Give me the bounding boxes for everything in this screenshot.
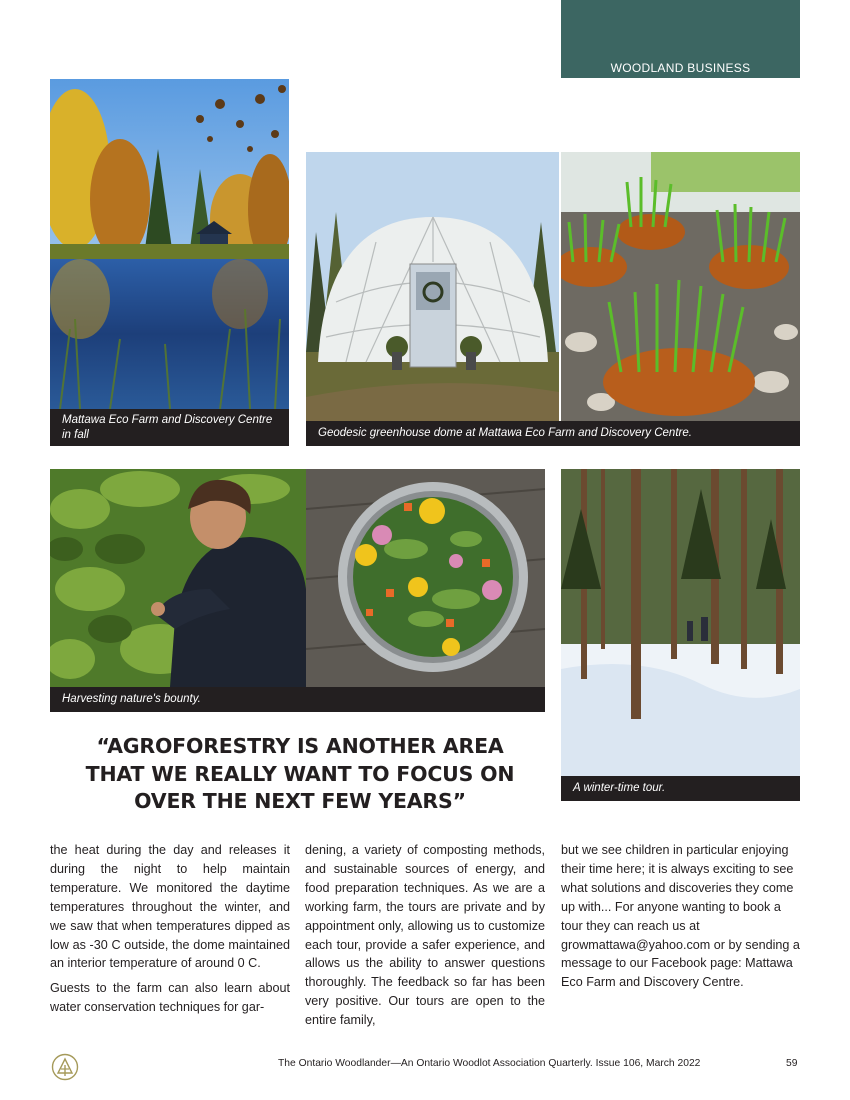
photo-geodesic-dome: [306, 152, 559, 421]
caption-dome: [306, 421, 800, 446]
section-label: WOODLAND BUSINESS: [610, 61, 751, 75]
body-column-1: [50, 841, 290, 1023]
body-column-3: [561, 841, 801, 998]
photo-salad-bowl: [306, 469, 545, 687]
body-paragraph: dening, a variety of composting methods, and sustainable sources of energy, and food preparation techniques. As we are a working farm, the tours are private and by appointment only, allowing us to customize each tour, provide a safer experience, and allows us the ability to answer questions thoroughly. The feedback so far has been very positive. Our tours are open to the entire family,: [305, 843, 545, 1028]
pull-quote-line-3: OVER THE NEXT FEW YEARS”: [134, 789, 466, 813]
photo-harvesting-boy: [50, 469, 306, 687]
section-tab: [561, 0, 800, 78]
caption-harvest-text: Harvesting nature's bounty.: [62, 693, 201, 705]
salad-bowl-image: [306, 469, 545, 687]
owa-tree-logo-icon: [51, 1053, 79, 1081]
winter-tour-image: [561, 469, 800, 776]
harvesting-boy-image: [50, 469, 306, 687]
body-paragraph: but we see children in particular enjoying their time here; it is always exciting to see what solutions and discoveries they come up with... For anyone wanting to book a tour they can reach us at growmattawa@yahoo.com or by sending a message to our Facebook page: Mattawa Eco Farm and Discovery Centre.: [561, 843, 800, 990]
photo-fall-pond: [50, 79, 289, 409]
page-number: 59: [786, 1058, 798, 1069]
caption-fall-pond: [50, 409, 289, 446]
photo-winter-tour: [561, 469, 800, 776]
wheatgrass-image: [561, 152, 800, 421]
body-column-2: [305, 841, 545, 1036]
photo-wheatgrass: [561, 152, 800, 421]
pull-quote-line-2: THAT WE REALLY WANT TO FOCUS ON: [85, 761, 515, 786]
caption-fall-pond-text: Mattawa Eco Farm and Discovery Centre in fall: [62, 413, 273, 441]
caption-winter: [561, 776, 800, 801]
body-paragraph: the heat during the day and releases it during the night to help maintain temperature. We monitored the daytime temperatures throughout the winter, and we saw that when temperatures dipped as low as -30 C outside, the dome maintained an interior temperature of around 0 C.: [50, 843, 290, 971]
pull-quote-line-1: “AGROFORESTRY IS ANOTHER AREA: [96, 734, 504, 758]
caption-winter-text: A winter-time tour.: [573, 782, 666, 794]
fall-pond-image: [50, 79, 289, 409]
body-paragraph: Guests to the farm can also learn about water conservation techniques for gar-: [50, 981, 290, 1015]
dome-image: [306, 152, 559, 421]
footer-publication: The Ontario Woodlander—An Ontario Woodlot Association Quarterly. Issue 106, March 2022: [278, 1058, 701, 1069]
pull-quote: [60, 733, 540, 816]
caption-harvest: [50, 687, 545, 712]
caption-dome-text: Geodesic greenhouse dome at Mattawa Eco Farm and Discovery Centre.: [318, 427, 692, 439]
